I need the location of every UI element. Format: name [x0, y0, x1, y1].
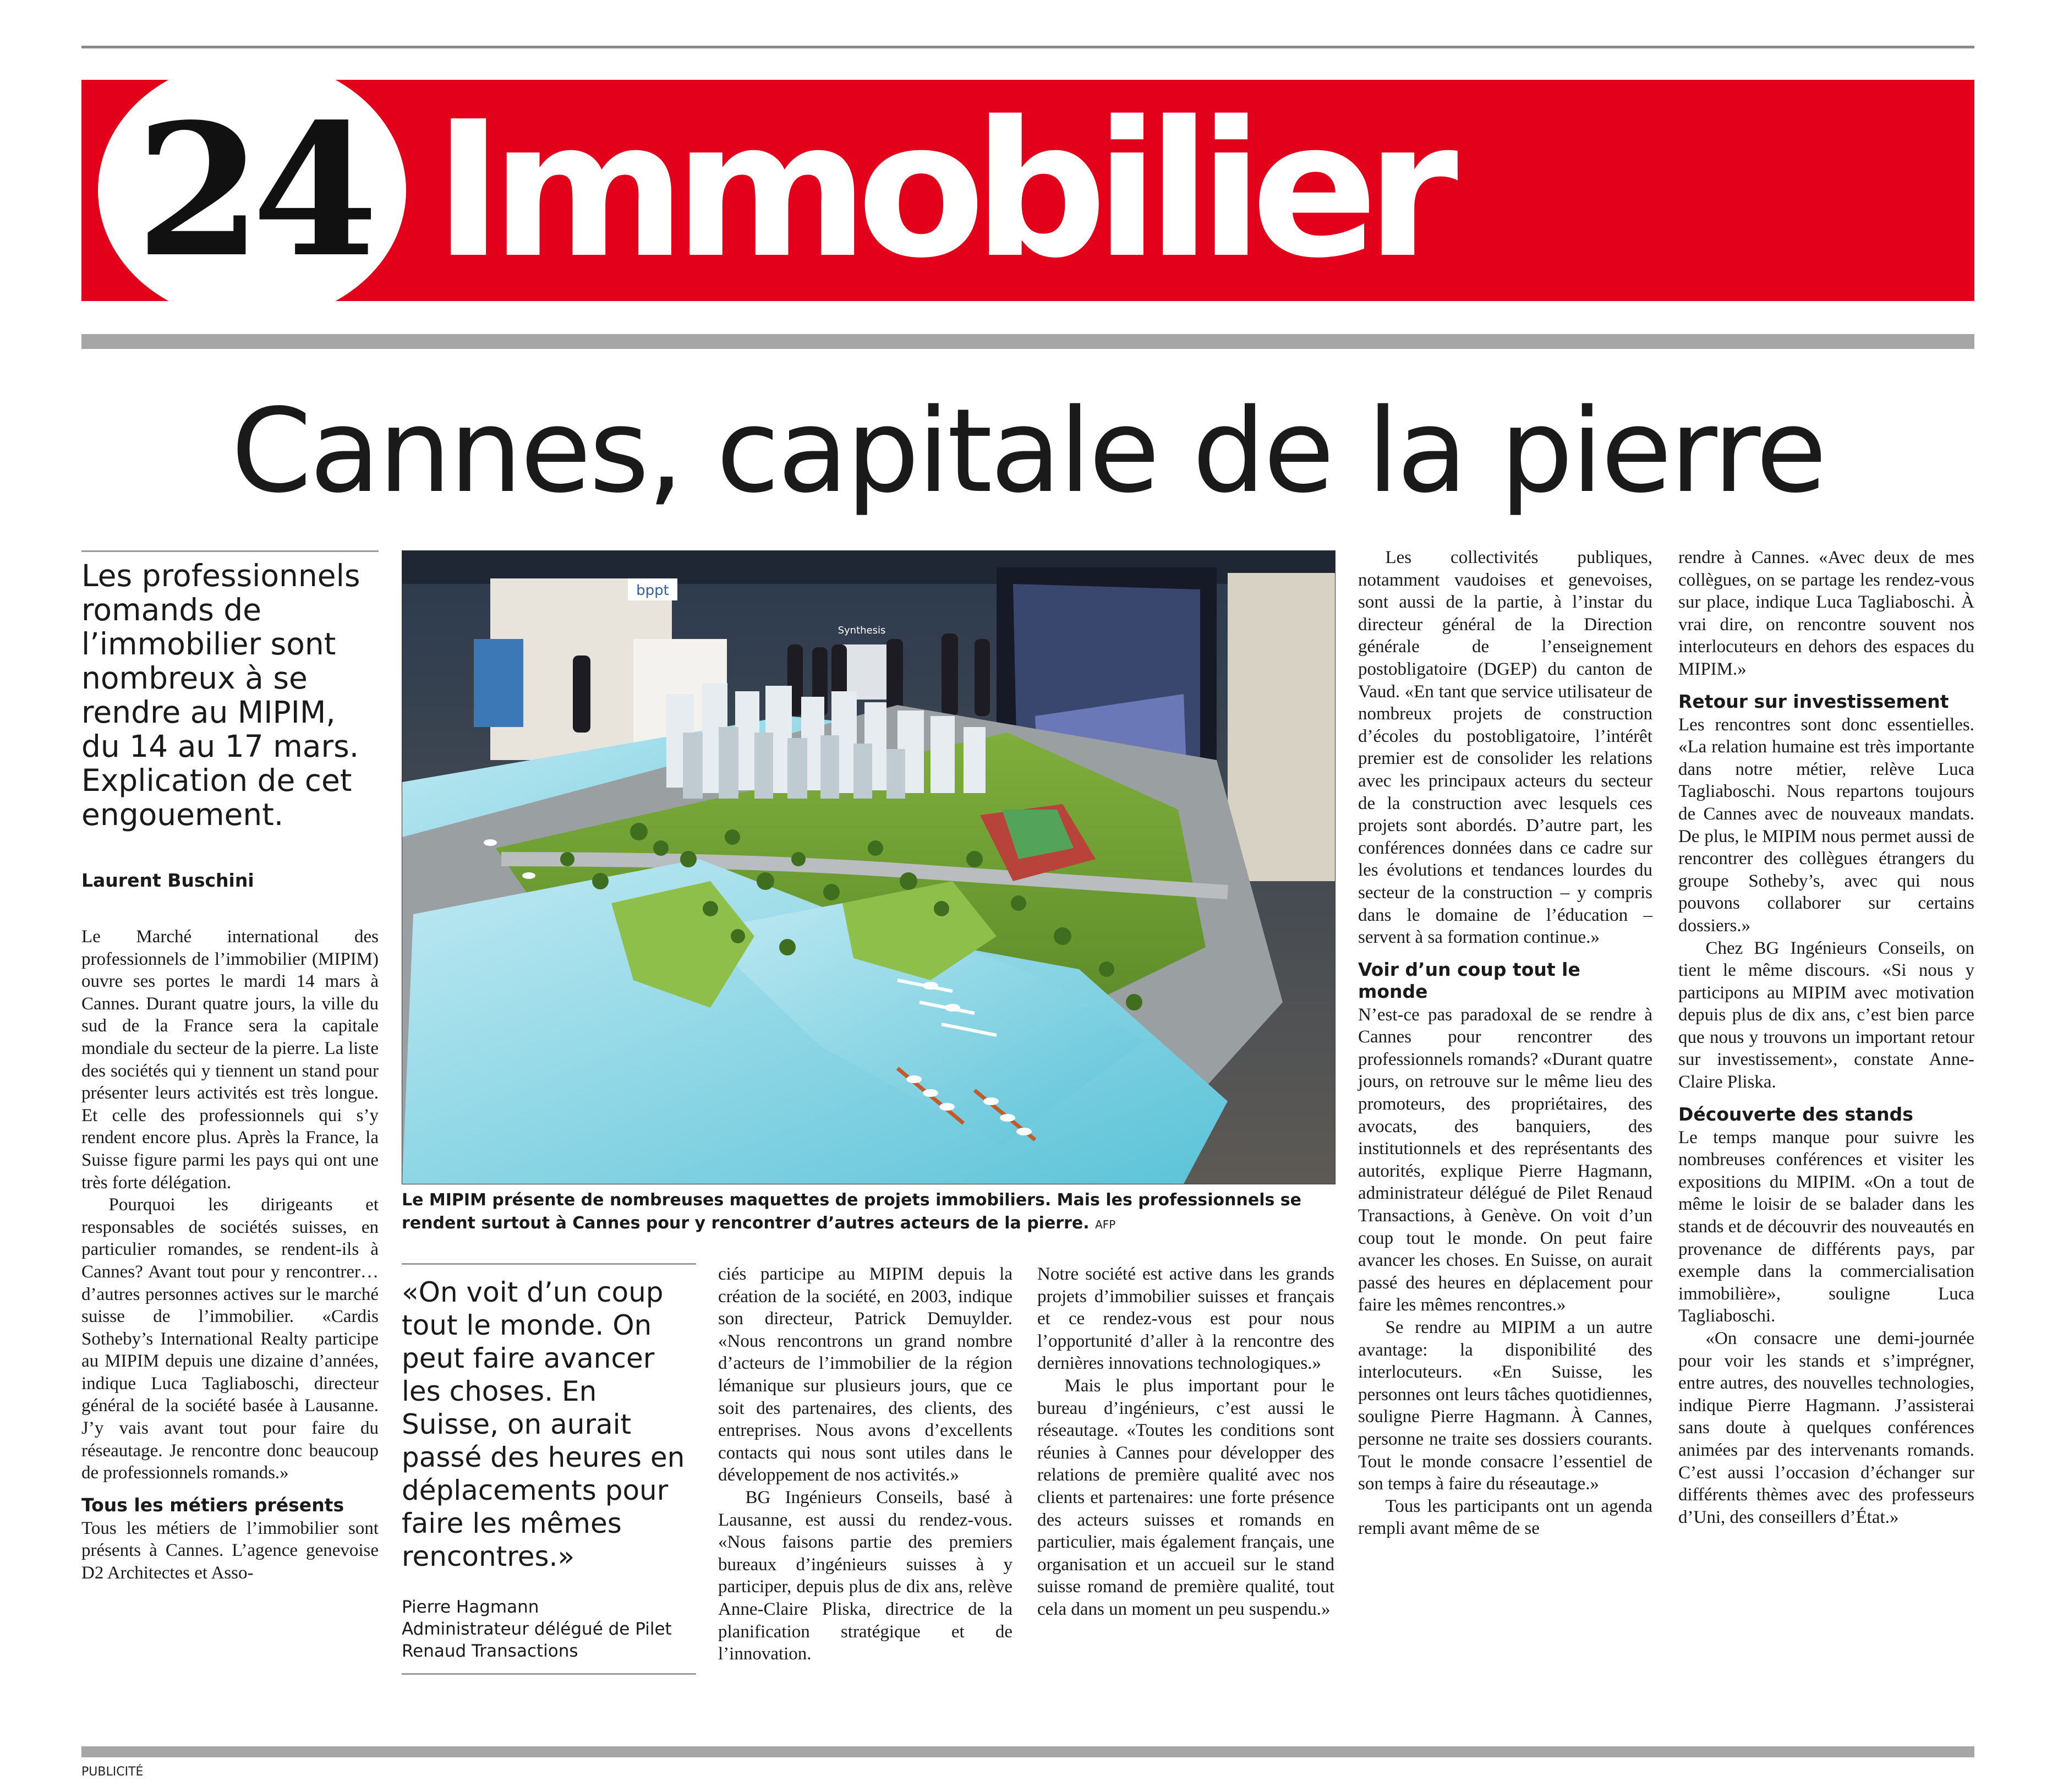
bottom-bar	[81, 1746, 1974, 1757]
lead-text: Les professionnels romands de l’immobilier sont nombreux à se rendre au MIPIM, du 14 au 17 mars. Explication de cet engouement.	[81, 558, 360, 832]
sign-synthesis: Synthesis	[838, 625, 886, 636]
top-rule	[81, 46, 1974, 48]
sign-bppt: bppt	[636, 582, 669, 599]
advertising-label: PUBLICITÉ	[81, 1765, 144, 1779]
photo-mipim-model	[402, 550, 1336, 1184]
col6-subhead-2: Découverte des stands	[1678, 1103, 1913, 1125]
quote-rule-top	[402, 1263, 696, 1265]
column-1	[81, 926, 379, 1585]
lead-rule	[81, 550, 379, 552]
col5-subhead: Voir d’un coup tout le monde	[1358, 958, 1580, 1002]
column-3	[718, 1263, 1012, 1665]
col1-paragraph-1: Le Marché international des professionnels de l’immobilier (MIPIM) ouvre ses portes le mardi 14 mars à Cannes. Durant quatre jours, la ville du sud de la France sera la capitale mondiale du secteur de la pierre. La liste des sociétés qui y tiennent un stand pour présenter leurs activités est très longue. Et celle des professionnels qui s’y rendent encore plus. Après la France, la Suisse figure parmi les pays qui ont une très forte délégation.	[81, 927, 379, 1193]
quote-name: Pierre Hagmann	[402, 1597, 539, 1617]
logo-number: 24	[135, 84, 369, 297]
col6-paragraph-2: Les rencontres sont donc essentielles. «La relation humaine est très importante dans notre métier, relève Luca Tagliaboschi. Nous repartons toujours de Cannes avec de nouveaux mandats. De plus, le MIPIM nous permet aussi de rencontrer des collègues étrangers du groupe Sotheby’s, avec qui nous pouvons collaborer sur certains dossiers.»	[1678, 714, 1974, 936]
col4-paragraph-2: Mais le plus important pour le bureau d’ingénieurs, c’est aussi le réseautage. «Toutes les conditions sont réunies à Cannes pour développer des relations de première qualité avec nos clients et partenaires: une forte présence des acteurs suisses et romands en particulier, mais également français, une organisation et un accueil sur le stand suisse romand de première qualité, tout cela dans un moment un peu suspendu.»	[1037, 1375, 1334, 1619]
col5-paragraph-4: Tous les participants ont un agenda rempli avant même de se	[1358, 1496, 1652, 1539]
col3-paragraph-2: BG Ingénieurs Conseils, basé à Lausanne, est aussi du rendez-vous. «Nous faisons partie des premiers bureaux d’ingénieurs suisses à y participer, depuis plus de dix ans, relève Anne-Claire Pliska, directrice de la planification stratégique et de l’innovation.	[718, 1487, 1012, 1664]
photo-credit: AFP	[1095, 1218, 1116, 1231]
quote-role: Administrateur délégué de Pilet Renaud Transactions	[402, 1619, 672, 1661]
col4-paragraph-1: Notre société est active dans les grands projets d’immobilier suisses et français et ce rendez-vous est pour nous l’opportunité d’aller à la rencontre des dernières innovations technologiques.»	[1037, 1264, 1334, 1374]
quote-rule-bottom	[402, 1673, 696, 1675]
col6-paragraph-1: rendre à Cannes. «Avec deux de mes collègues, on se partage les rendez-vous sur place, indique Luca Tagliaboschi. À vrai dire, on rencontre souvent nos interlocuteurs en dehors des espaces du MIPIM.»	[1678, 548, 1974, 679]
photo-caption	[402, 1189, 1334, 1236]
section-banner	[81, 80, 1974, 301]
col5-paragraph-1: Les collectivités publiques, notamment vaudoises et genevoises, sont aussi de la partie, à l’instar du directeur général de la Direction générale de l’enseignement postobligatoire (DGEP) du canton de Vaud. «En tant que service utilisateur de nombreux projets de construction d’écoles du postobligatoire, l’intérêt premier est de consolider les relations avec les principaux acteurs du secteur de la construction avec lesquels ces projets sont abordés. D’autre part, les conférences données dans ce cadre sur les évolutions et tendances lourdes du secteur de la construction – y compris dans le domaine de l’éducation – servent à sa formation continue.»	[1358, 548, 1652, 948]
section-title: Immobilier	[434, 81, 1446, 299]
col1-paragraph-3: Tous les métiers de l’immobilier sont présents à Cannes. L’agence genevoise D2 Architectes et Asso-	[81, 1518, 379, 1583]
col5-paragraph-2: N’est-ce pas paradoxal de se rendre à Cannes pour rencontrer des professionnels romands? «Durant quatre jours, on retrouve sur le même lieu des promoteurs, des propriétaires, des avocats, des banquiers, des institutionnels et des représentants des autorités, explique Pierre Hagmann, administrateur délégué de Pilet Renaud Transactions, à Genève. On voit d’un coup tout le monde. On peut faire avancer les choses. En Suisse, on aurait passé des heures en déplacement pour faire les mêmes rencontres.»	[1358, 1004, 1652, 1315]
col6-paragraph-3: Chez BG Ingénieurs Conseils, on tient le même discours. «Si nous y participons au MIPIM avec motivation depuis plus de dix ans, c’est bien parce que nous y trouvons un important retour sur investissement», constate Anne-Claire Pliska.	[1678, 938, 1974, 1092]
col3-paragraph-1: ciés participe au MIPIM depuis la création de la société, en 2003, indique son directeur, Patrick Demuylder. «Nous rencontrons un grand nombre d’acteurs de l’immobilier de la région lémanique sur plusieurs jours, que ce soit des partenaires, des clients, des entreprises. Nous avons d’excellents contacts qui nous sont utiles dans le développement de nos activités.»	[718, 1264, 1012, 1485]
col6-subhead-1: Retour sur investissement	[1678, 690, 1949, 712]
column-5	[1358, 547, 1652, 1540]
author-byline: Laurent Buschini	[81, 870, 254, 891]
pull-quote-source	[402, 1596, 696, 1662]
col1-subhead: Tous les métiers présents	[81, 1494, 344, 1516]
headline: Cannes, capitale de la pierre	[231, 384, 1825, 518]
col6-paragraph-4: Le temps manque pour suivre les nombreuses conférences et visiter les expositions du MIPIM. «On a tout de même le loisir de se balader dans les stands et de découvrir des nouveautés en provenance de différents pays, par exemple dans la commercialisation immobilière», souligne Luca Tagliaboschi.	[1678, 1127, 1974, 1326]
caption-text: Le MIPIM présente de nombreuses maquettes de projets immobiliers. Mais les professionnels se rendent surtout à Cannes pour y rencontrer d’autres acteurs de la pierre.	[402, 1190, 1301, 1233]
col1-paragraph-2: Pourquoi les dirigeants et responsables de sociétés suisses, en particulier romandes, se rendent-ils à Cannes? Avant tout pour y rencontrer… d’autres personnes actives sur le marché suisse de l’immobilier. «Cardis Sotheby’s International Realty participe au MIPIM depuis une dizaine d’années, indique Luca Tagliaboschi, directeur général de la société basée à Lausanne. J’y vais avant tout pour faire du réseautage. Je rencontre donc beaucoup de professionnels romands.»	[81, 1195, 379, 1483]
col6-paragraph-5: «On consacre une demi-journée pour voir les stands et s’imprégner, entre autres, des nouvelles technologies, indique Pierre Hagmann. J’assisterai sans doute à quelques conférences animées par des intervenants romands. C’est aussi l’occasion d’échanger sur différents thèmes avec des professeurs d’Uni, des conseillers d’État.»	[1678, 1329, 1974, 1527]
col5-paragraph-3: Se rendre au MIPIM a un autre avantage: la disponibilité des interlocuteurs. «En Suisse, les personnes ont leurs tâches quotidiennes, souligne Pierre Hagmann. À Cannes, personne ne traite ses dossiers courants. Tout le monde consacre l’essentiel de son temps à faire du réseautage.»	[1358, 1318, 1652, 1494]
banner-underline	[81, 334, 1974, 349]
column-6	[1678, 547, 1974, 1528]
column-4	[1037, 1263, 1334, 1621]
pull-quote: «On voit d’un coup tout le monde. On peut faire avancer les choses. En Suisse, on aurait passé des heures en déplacements pour faire les mêmes rencontres.»	[402, 1276, 685, 1572]
model-illustration	[402, 551, 1335, 1184]
